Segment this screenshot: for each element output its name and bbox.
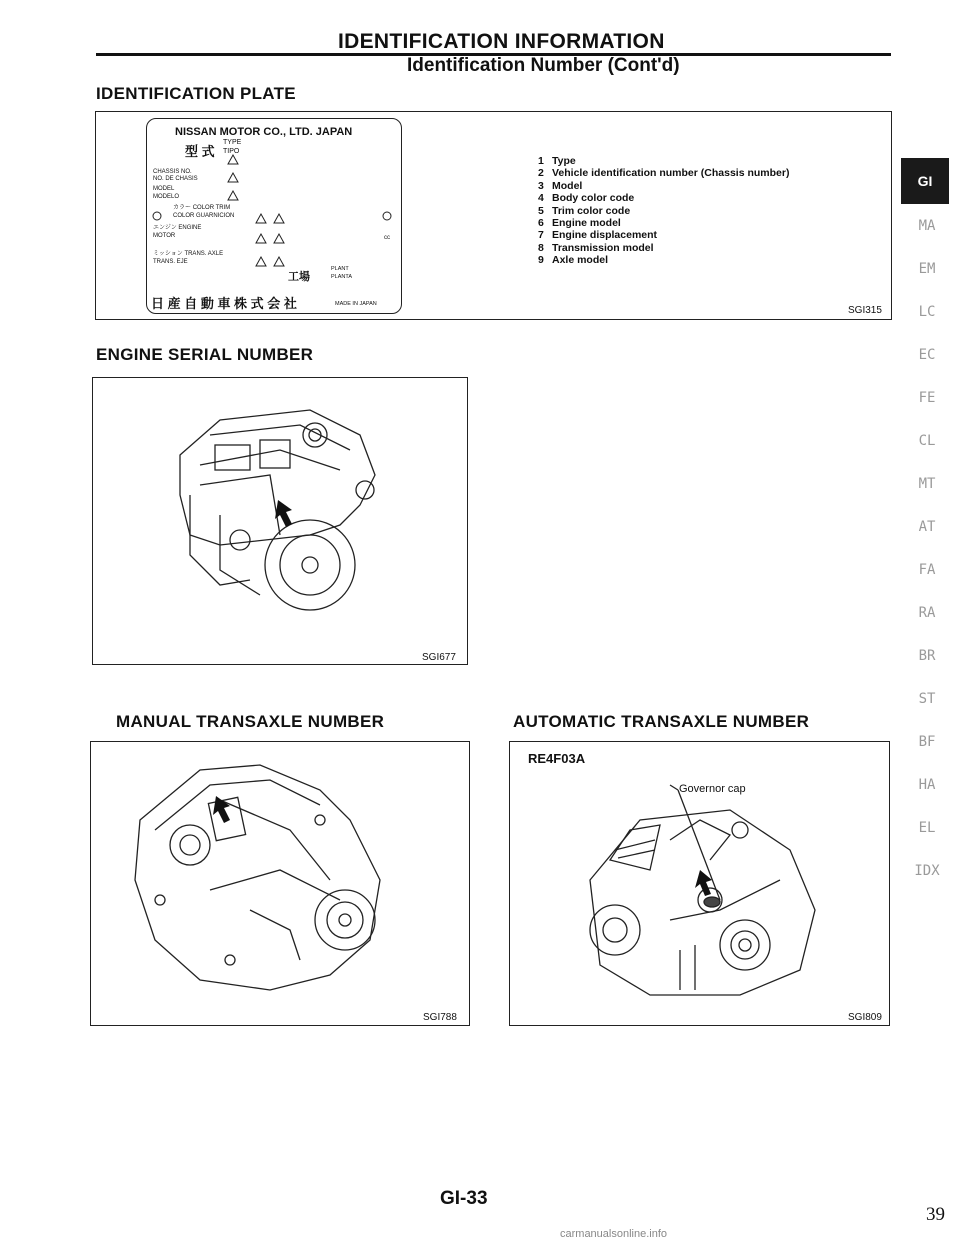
plate-chassis-label-es: NO. DE CHASIS — [153, 176, 198, 182]
tab-bf[interactable]: BF — [918, 733, 936, 750]
plate-figure-code: SGI315 — [848, 305, 882, 316]
plate-made-in: MADE IN JAPAN — [335, 301, 377, 307]
plate-type-es: TIPO — [223, 148, 240, 155]
plate-markers — [147, 119, 403, 315]
legend-item: 6 Engine model — [538, 217, 621, 230]
tab-st[interactable]: ST — [918, 690, 936, 707]
plate-legend — [538, 155, 789, 267]
page-subtitle: Identification Number (Cont'd) — [407, 55, 680, 76]
auto-transaxle-illustration — [570, 780, 830, 1010]
manual-heading: MANUAL TRANSAXLE NUMBER — [116, 712, 385, 731]
manual-transaxle-illustration — [130, 760, 390, 1000]
tab-ma[interactable]: MA — [918, 217, 936, 234]
identification-plate — [146, 118, 402, 314]
plate-color-label-es: COLOR GUARNICION — [173, 213, 235, 219]
manual-figure-code: SGI788 — [423, 1012, 457, 1023]
watermark: carmanualsonline.info — [560, 1228, 668, 1240]
tab-lc[interactable]: LC — [918, 303, 936, 320]
plate-engine-label-es: MOTOR — [153, 233, 176, 239]
legend-item: 5 Trim color code — [538, 204, 631, 217]
plate-heading: IDENTIFICATION PLATE — [96, 84, 296, 103]
plate-company-jp: 日 産 自 動 車 株 式 会 社 — [151, 296, 297, 311]
tab-mt[interactable]: MT — [918, 475, 936, 492]
legend-item: 4 Body color code — [538, 192, 635, 205]
engine-heading: ENGINE SERIAL NUMBER — [96, 345, 314, 364]
tab-el[interactable]: EL — [918, 819, 936, 836]
plate-plant-label: PLANT — [331, 266, 349, 272]
tab-idx[interactable]: IDX — [914, 862, 940, 879]
plate-engine-label: エンジン ENGINE — [153, 225, 202, 231]
page-code: GI-33 — [440, 1188, 488, 1209]
auto-model: RE4F03A — [528, 751, 586, 766]
section-tabs — [899, 158, 955, 892]
tab-at[interactable]: AT — [918, 518, 936, 535]
tab-fa[interactable]: FA — [918, 561, 936, 578]
plate-model-label: MODEL — [153, 186, 175, 192]
engine-figure-code: SGI677 — [422, 652, 456, 663]
tab-ha[interactable]: HA — [918, 776, 936, 793]
tab-cl[interactable]: CL — [918, 432, 936, 449]
tab-ec[interactable]: EC — [918, 346, 936, 363]
engine-illustration — [160, 395, 390, 625]
page-title: IDENTIFICATION INFORMATION — [338, 30, 665, 53]
page-number: 39 — [926, 1204, 945, 1225]
plate-model-label-es: MODELO — [153, 194, 180, 200]
plate-type-en: TYPE — [223, 139, 242, 146]
plate-trans-label: ミッション TRANS. AXLE — [153, 251, 224, 257]
plate-chassis-label: CHASSIS NO. — [153, 169, 192, 175]
plate-cc: cc — [384, 235, 390, 241]
legend-item: 1 Type — [538, 155, 576, 167]
tab-fe[interactable]: FE — [918, 389, 936, 406]
plate-maker: NISSAN MOTOR CO., LTD. JAPAN — [175, 126, 353, 138]
plate-plant-label-es: PLANTA — [331, 274, 352, 280]
legend-item: 7 Engine displacement — [538, 229, 658, 242]
auto-heading: AUTOMATIC TRANSAXLE NUMBER — [513, 712, 810, 731]
legend-item: 2 Vehicle identification number (Chassis number) — [538, 167, 790, 180]
tab-gi[interactable]: GI — [901, 158, 949, 204]
plate-trans-label-es: TRANS. EJE — [153, 259, 188, 265]
plate-type-jp: 型 式 — [185, 144, 215, 159]
tab-br[interactable]: BR — [918, 647, 936, 664]
legend-item: 3 Model — [538, 179, 583, 192]
tab-em[interactable]: EM — [918, 260, 936, 277]
plate-color-jp: カラー COLOR TRIM — [173, 205, 231, 211]
tab-ra[interactable]: RA — [918, 604, 936, 621]
plate-plant-jp: 工場 — [288, 271, 310, 283]
legend-item: 8 Transmission model — [538, 241, 654, 254]
legend-item: 9 Axle model — [538, 254, 609, 267]
auto-figure-code: SGI809 — [848, 1012, 882, 1023]
governor-cap-callout: Governor cap — [679, 783, 746, 795]
